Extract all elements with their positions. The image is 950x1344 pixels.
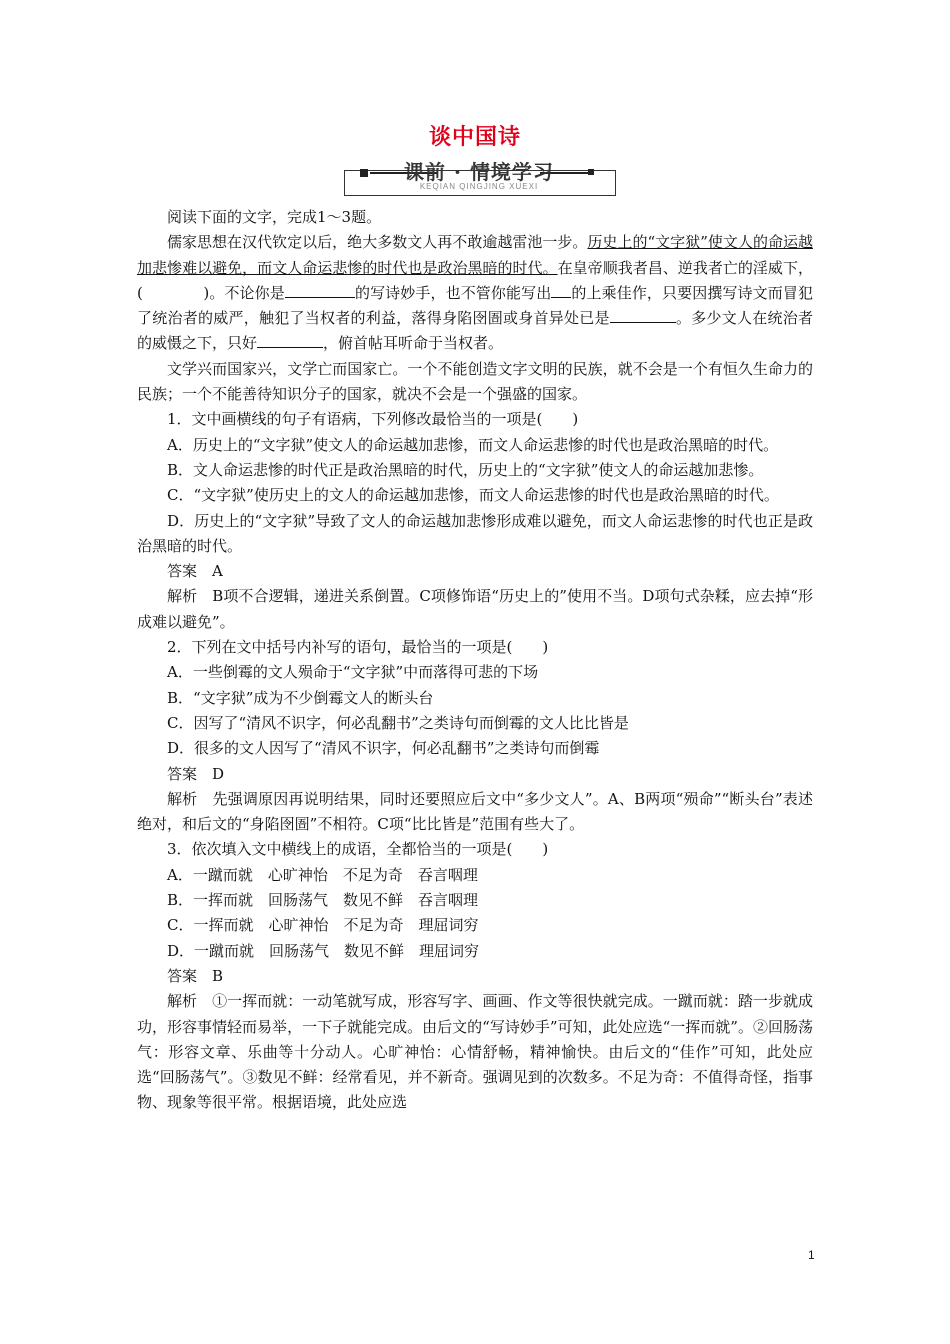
passage-text: 儒家思想在汉代钦定以后，绝大多数文人再不敢逾越雷池一步。 bbox=[167, 233, 588, 252]
question-3-option-a: A．一蹴而就 心旷神怡 不足为奇 吞言咽理 bbox=[167, 865, 478, 884]
question-2-stem: 2．下列在文中括号内补写的语句，最恰当的一项是( ) bbox=[167, 638, 549, 657]
question-1-analysis: 解析 B项不合逻辑，递进关系倒置。C项修饰语“历史上的”使用不当。D项句式杂糅，应去掉“形成难以避免”。 bbox=[137, 587, 813, 631]
question-3-option-b: B．一挥而就 回肠荡气 数见不鲜 吞言咽理 bbox=[167, 891, 479, 910]
fill-blank-3 bbox=[610, 308, 676, 323]
question-3-analysis: 解析 ①一挥而就：一动笔就写成，形容写字、画画、作文等很快就完成。一蹴而就：踏一步就成功，形容事情轻而易举，一下子就能完成。由后文的“写诗妙手”可知，此处应选“一挥而就”。②回肠荡气：形容文章、乐曲等十分动人。心旷神怡：心情舒畅，精神愉快。由后文的“佳作”可知，此处应选“回肠荡气”。③数见不鲜：经常看见，并不新奇。强调见到的次数多。不足为奇：不值得奇怪，指事物、现象等很平常。根据语境，此处应选 bbox=[137, 992, 813, 1112]
passage-text: 的写诗妙手，也不管你能写出 bbox=[354, 283, 552, 302]
question-2-option-a: A．一些倒霉的文人殒命于“文字狱”中而落得可悲的下场 bbox=[167, 663, 539, 682]
banner-subtitle: KEQIAN QINGJING XUEXI bbox=[419, 182, 539, 191]
fill-blank-4 bbox=[257, 333, 323, 348]
page-number: 1 bbox=[808, 1248, 815, 1262]
question-2-option-b: B．“文字狱”成为不少倒霉文人的断头台 bbox=[167, 688, 434, 707]
question-1-answer: 答案 A bbox=[167, 562, 223, 581]
passage-paragraph-1 bbox=[137, 230, 813, 356]
banner-title: 课前 · 情境学习 bbox=[404, 160, 554, 184]
document-body bbox=[137, 205, 813, 1116]
question-1-option-b: B．文人命运悲惨的时代正是政治黑暗的时代，历史上的“文字狱”使文人的命运越加悲惨。 bbox=[167, 460, 764, 479]
passage-text: ，俯首帖耳听命于当权者。 bbox=[323, 334, 504, 353]
question-1-option-c: C．“文字狱”使历史上的文人的命运越加悲惨，而文人命运悲惨的时代也是政治黑暗的时代。 bbox=[167, 486, 779, 505]
question-3-answer: 答案 B bbox=[167, 966, 224, 985]
question-1-stem: 1．文中画横线的句子有语病，下列修改最恰当的一项是( ) bbox=[167, 410, 579, 429]
passage-text: 在皇帝顺我者昌、逆我者亡的淫威下，( )。不论你是 bbox=[137, 258, 813, 302]
passage-paragraph-2: 文学兴而国家兴，文学亡而国家亡。一个不能创造文字文明的民族，就不会是一个有恒久生命力的民族；一个不能善待知识分子的国家，就决不会是一个强盛的国家。 bbox=[137, 359, 813, 404]
question-2-answer: 答案 D bbox=[167, 764, 225, 783]
fill-blank-2 bbox=[551, 283, 571, 298]
question-3-option-c: C．一挥而就 心旷神怡 不足为奇 理屈词穷 bbox=[167, 916, 479, 935]
question-2-option-c: C．因写了“清风不识字，何必乱翻书”之类诗句而倒霉的文人比比皆是 bbox=[167, 713, 629, 732]
passage-text: 的上乘佳作，只要因撰写诗文而冒犯了统治者的威严，触犯了当权者的利益，落得身陷囹圄或身首异处已是 bbox=[137, 283, 813, 328]
page-title: 谈中国诗 bbox=[428, 124, 521, 150]
underlined-sentence: 历史上的“文字狱”使文人的命运越加悲惨难以避免，而文人命运悲惨的时代也是政治黑暗的时代。 bbox=[137, 233, 813, 277]
question-3-option-d: D．一蹴而就 回肠荡气 数见不鲜 理屈词穷 bbox=[167, 941, 480, 960]
passage-text: 。多少文人在统治者的威慑之下，只好 bbox=[137, 309, 813, 353]
section-banner bbox=[340, 160, 618, 194]
question-1-option-d: D．历史上的“文字狱”导致了文人的命运越加悲惨形成难以避免，而文人命运悲惨的时代也正是政治黑暗的时代。 bbox=[137, 511, 813, 555]
fill-blank-1 bbox=[285, 283, 355, 298]
question-2-analysis: 解析 先强调原因再说明结果，同时还要照应后文中“多少文人”。A、B两项“殒命”“断头台”表述绝对，和后文的“身陷囹圄”不相符。C项“比比皆是”范围有些大了。 bbox=[137, 789, 813, 834]
question-1-option-a: A．历史上的“文字狱”使文人的命运越加悲惨，而文人命运悲惨的时代也是政治黑暗的时代。 bbox=[167, 435, 779, 454]
question-2-option-d: D．很多的文人因写了“清风不识字，何必乱翻书”之类诗句而倒霉 bbox=[167, 739, 600, 758]
intro-instruction: 阅读下面的文字，完成1～3题。 bbox=[167, 208, 382, 226]
question-3-stem: 3．依次填入文中横线上的成语，全都恰当的一项是( ) bbox=[167, 840, 549, 859]
